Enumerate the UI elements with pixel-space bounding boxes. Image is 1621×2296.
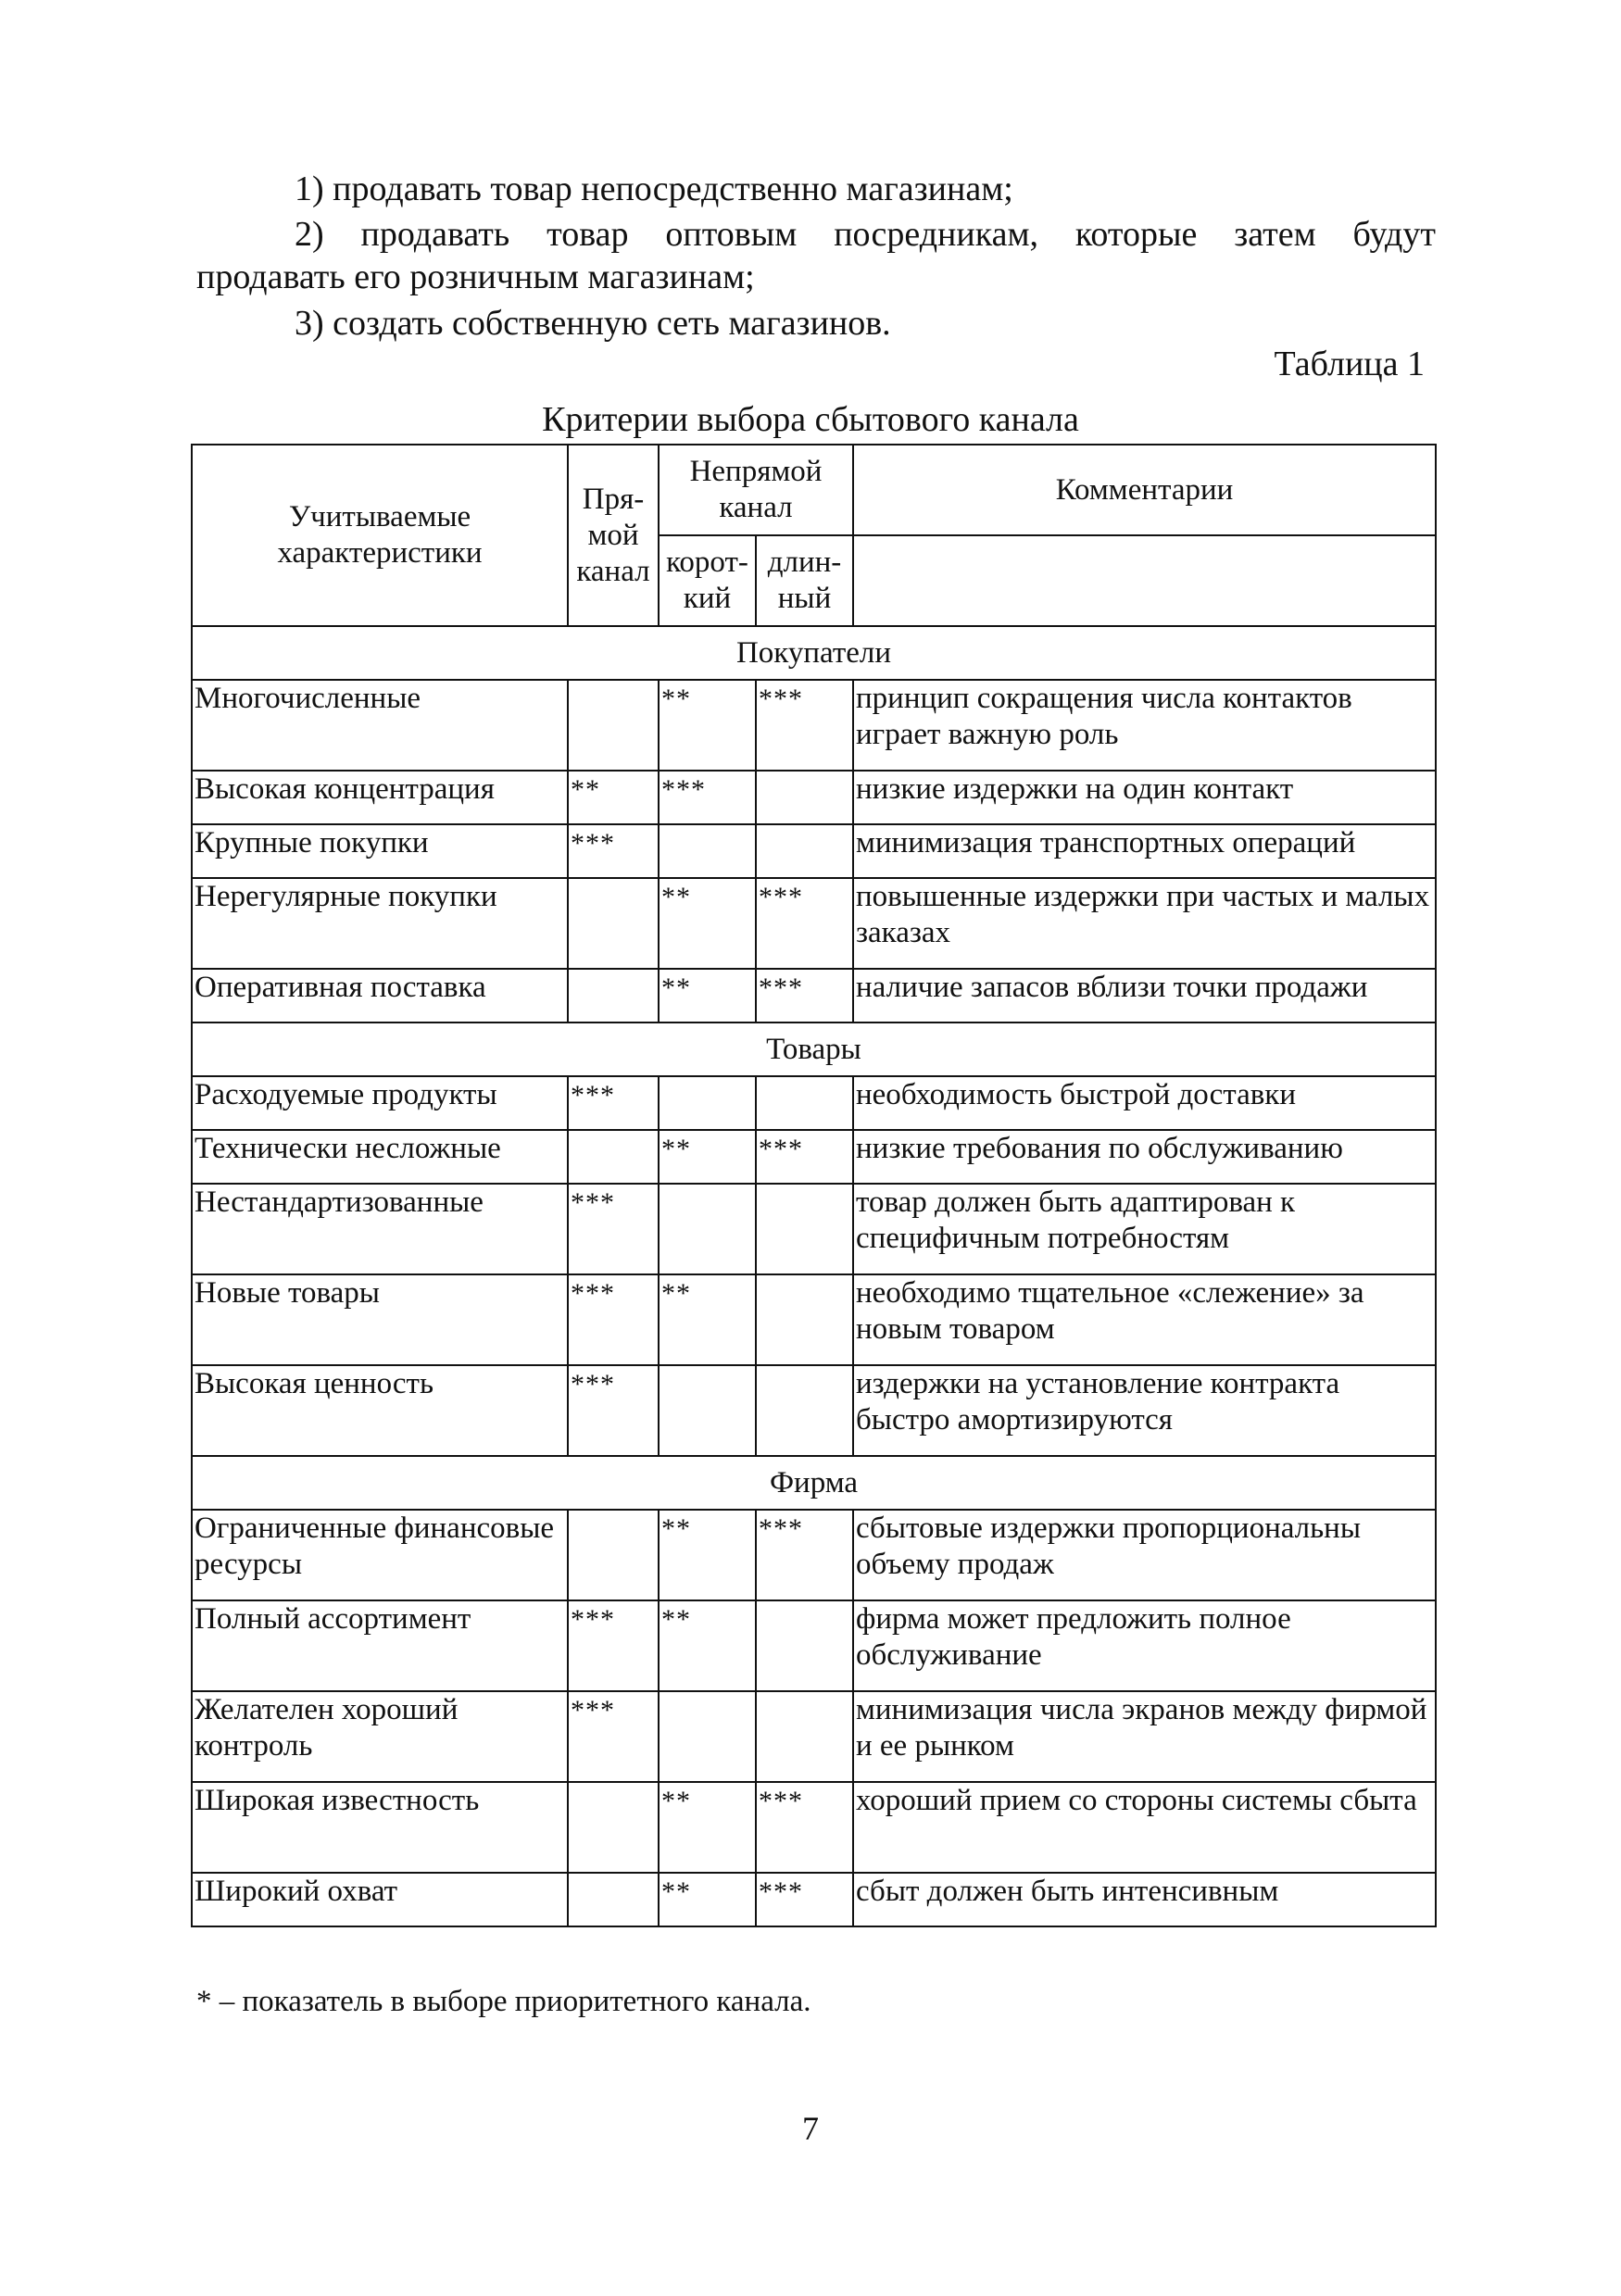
list-item-2-line-1: 2) продавать товар оптовым посредникам, которые затем будут	[295, 215, 1436, 254]
direct-cell	[568, 1510, 659, 1600]
section-row	[192, 1456, 1436, 1510]
short-cell: **	[659, 1782, 756, 1873]
header-long: длин-ный	[756, 535, 853, 626]
table-row	[192, 1510, 1436, 1600]
list-item-1: 1) продавать товар непосредственно магазинам;	[295, 169, 1013, 208]
comment-cell: фирма может предложить полное обслуживание	[853, 1600, 1436, 1691]
section-title: Покупатели	[192, 626, 1436, 680]
comment-cell: минимизация транспортных операций	[853, 824, 1436, 878]
characteristic-cell: Нестандартизованные	[192, 1184, 568, 1274]
table-row	[192, 680, 1436, 771]
table-label: Таблица 1	[1274, 345, 1425, 383]
short-cell: **	[659, 1600, 756, 1691]
characteristic-cell: Новые товары	[192, 1274, 568, 1365]
table-title: Критерии выбора сбытового канала	[542, 400, 1079, 439]
direct-cell: ***	[568, 1600, 659, 1691]
comment-cell: низкие издержки на один контакт	[853, 771, 1436, 824]
long-cell	[756, 1365, 853, 1456]
direct-cell: ***	[568, 824, 659, 878]
comment-cell: повышенные издержки при частых и малых заказах	[853, 878, 1436, 969]
short-cell	[659, 1184, 756, 1274]
direct-cell: ***	[568, 1691, 659, 1782]
comment-cell: минимизация числа экранов между фирмой и ее рынком	[853, 1691, 1436, 1782]
long-cell	[756, 1600, 853, 1691]
table-row	[192, 771, 1436, 824]
comment-cell: необходимо тщательное «слежение» за новым товаром	[853, 1274, 1436, 1365]
list-item-2	[196, 213, 1436, 298]
characteristic-cell: Оперативная поставка	[192, 969, 568, 1023]
characteristic-cell: Высокая концентрация	[192, 771, 568, 824]
characteristic-cell: Желателен хороший контроль	[192, 1691, 568, 1782]
table-row	[192, 1184, 1436, 1274]
comment-cell: наличие запасов вблизи точки продажи	[853, 969, 1436, 1023]
direct-cell: ***	[568, 1076, 659, 1130]
comment-cell: принцип сокращения числа контактов играет важную роль	[853, 680, 1436, 771]
characteristic-cell: Ограниченные финансовые ресурсы	[192, 1510, 568, 1600]
direct-cell	[568, 878, 659, 969]
header-short: корот-кий	[659, 535, 756, 626]
long-cell	[756, 1076, 853, 1130]
long-cell: ***	[756, 878, 853, 969]
comment-cell: сбыт должен быть интенсивным	[853, 1873, 1436, 1926]
short-cell: **	[659, 1274, 756, 1365]
characteristic-cell: Нерегулярные покупки	[192, 878, 568, 969]
section-row	[192, 626, 1436, 680]
long-cell	[756, 1691, 853, 1782]
table-row	[192, 1365, 1436, 1456]
comment-cell: сбытовые издержки пропорциональны объему продаж	[853, 1510, 1436, 1600]
direct-cell: ***	[568, 1365, 659, 1456]
long-cell: ***	[756, 1873, 853, 1926]
table-row	[192, 1691, 1436, 1782]
comment-cell: хороший прием со стороны системы сбыта	[853, 1782, 1436, 1873]
characteristic-cell: Расходуемые продукты	[192, 1076, 568, 1130]
short-cell: **	[659, 969, 756, 1023]
table-row	[192, 878, 1436, 969]
comment-cell: низкие требования по обслуживанию	[853, 1130, 1436, 1184]
header-characteristics: Учитываемые характеристики	[192, 445, 568, 626]
header-comments-empty	[853, 535, 1436, 626]
short-cell: **	[659, 1510, 756, 1600]
footnote: * – показатель в выборе приоритетного канала.	[196, 1985, 811, 2018]
section-row	[192, 1023, 1436, 1076]
header-indirect-channel: Непрямой канал	[659, 445, 853, 535]
short-cell: ***	[659, 771, 756, 824]
long-cell	[756, 1184, 853, 1274]
table-row	[192, 1873, 1436, 1926]
table-row	[192, 1130, 1436, 1184]
direct-cell	[568, 1130, 659, 1184]
long-cell	[756, 824, 853, 878]
long-cell	[756, 771, 853, 824]
section-title: Товары	[192, 1023, 1436, 1076]
comment-cell: товар должен быть адаптирован к специфичным потребностям	[853, 1184, 1436, 1274]
comment-cell: необходимость быстрой доставки	[853, 1076, 1436, 1130]
characteristic-cell: Широкая известность	[192, 1782, 568, 1873]
section-title: Фирма	[192, 1456, 1436, 1510]
short-cell: **	[659, 1130, 756, 1184]
direct-cell: ***	[568, 1274, 659, 1365]
table-row	[192, 1274, 1436, 1365]
direct-cell: ***	[568, 1184, 659, 1274]
criteria-table	[191, 444, 1437, 1927]
short-cell: **	[659, 680, 756, 771]
direct-cell	[568, 1873, 659, 1926]
long-cell: ***	[756, 1130, 853, 1184]
table-row	[192, 1076, 1436, 1130]
page-number: 7	[802, 2110, 819, 2147]
characteristic-cell: Крупные покупки	[192, 824, 568, 878]
comment-cell: издержки на установление контракта быстро амортизируются	[853, 1365, 1436, 1456]
short-cell: **	[659, 878, 756, 969]
short-cell: **	[659, 1873, 756, 1926]
characteristic-cell: Полный ассортимент	[192, 1600, 568, 1691]
characteristic-cell: Технически несложные	[192, 1130, 568, 1184]
direct-cell	[568, 1782, 659, 1873]
direct-cell	[568, 680, 659, 771]
short-cell	[659, 824, 756, 878]
long-cell: ***	[756, 680, 853, 771]
long-cell: ***	[756, 1782, 853, 1873]
table-row	[192, 824, 1436, 878]
characteristic-cell: Широкий охват	[192, 1873, 568, 1926]
header-direct-channel: Пря-мой канал	[568, 445, 659, 626]
long-cell: ***	[756, 1510, 853, 1600]
long-cell	[756, 1274, 853, 1365]
table-row	[192, 1600, 1436, 1691]
table-row	[192, 969, 1436, 1023]
header-comments: Комментарии	[853, 445, 1436, 535]
direct-cell: **	[568, 771, 659, 824]
table-body	[192, 626, 1436, 1926]
direct-cell	[568, 969, 659, 1023]
table-row	[192, 1782, 1436, 1873]
list-item-2-line-2: продавать его розничным магазинам;	[196, 257, 755, 296]
list-item-3: 3) создать собственную сеть магазинов.	[295, 304, 891, 343]
short-cell	[659, 1365, 756, 1456]
characteristic-cell: Многочисленные	[192, 680, 568, 771]
short-cell	[659, 1076, 756, 1130]
characteristic-cell: Высокая ценность	[192, 1365, 568, 1456]
short-cell	[659, 1691, 756, 1782]
long-cell: ***	[756, 969, 853, 1023]
